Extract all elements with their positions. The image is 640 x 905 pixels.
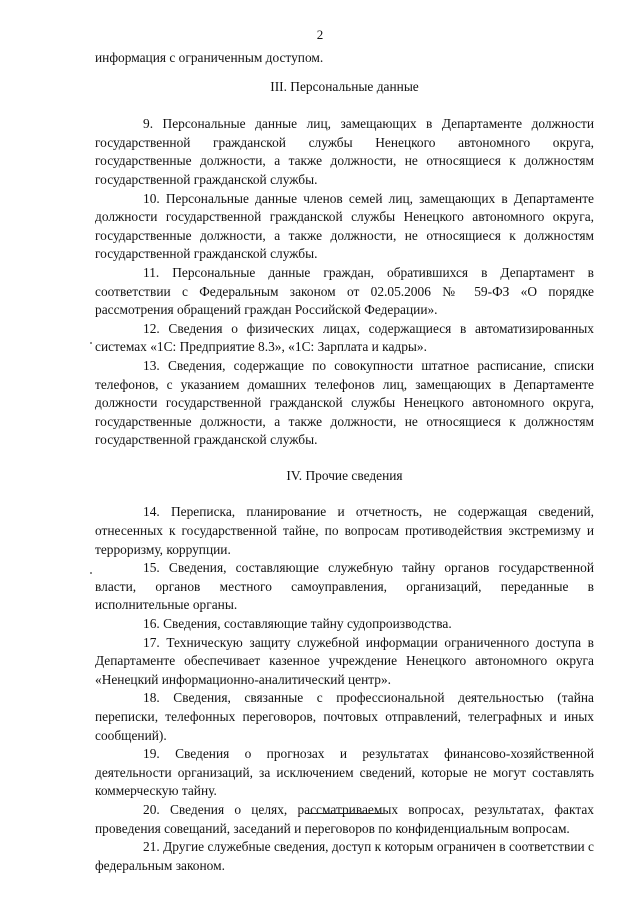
paragraph-item-16: 16. Сведения, составляющие тайну судопроизводства.	[143, 616, 452, 632]
paragraph-item-21: 21. Другие служебные сведения, доступ к которым ограничен в соответствии с федеральным законом.	[95, 839, 594, 873]
paragraph-item-20: 20. Сведения о целях, рассматриваемых вопросах, результатах, фактах проведения совещаний, заседаний и переговоров по конфиденциальным вопросам.	[95, 801, 594, 836]
document-body	[95, 49, 594, 875]
section-heading-other-info: IV. Прочие сведения	[286, 467, 403, 483]
paragraph-item-18: 18. Сведения, связанные с профессиональной деятельностью (тайна переписки, телефонных переговоров, почтовых отправлений, телеграфных и иных сообщений).	[95, 690, 594, 743]
paragraph-item-19: 19. Сведения о прогнозах и результатах финансово-хозяйственной деятельности организаций, за исключением сведений, которые не могут составлять коммерческую тайну.	[95, 746, 594, 799]
page-number: 2	[316, 27, 324, 42]
scan-mark	[90, 342, 92, 344]
scan-mark	[90, 572, 92, 574]
section-heading-personal-data: III. Персональные данные	[270, 78, 419, 94]
paragraph-item-14: 14. Переписка, планирование и отчетность, не содержащая сведений, отнесенных к государственной тайне, по вопросам противодействия экстремизму и терроризму, коррупции.	[95, 504, 594, 557]
paragraph-item-15: 15. Сведения, составляющие служебную тайну органов государственной власти, органов местного самоуправления, организаций, переданные в исполнительные органы.	[95, 560, 594, 613]
end-divider-line	[305, 813, 383, 814]
paragraph-item-12: 12. Сведения о физических лицах, содержащиеся в автоматизированных системах «1С: Предприятие 8.3», «1С: Зарплата и кадры».	[95, 320, 594, 355]
paragraph-item-17: 17. Техническую защиту служебной информации ограниченного доступа в Департаменте обеспечивает казенное учреждение Ненецкого автономного округа «Ненецкий информационно-аналитический центр».	[95, 634, 594, 687]
paragraph-item-13: 13. Сведения, содержащие по совокупности штатное расписание, списки телефонов, с указанием домашних телефонов лиц, замещающих в Департаменте должности государственной гражданской службы Ненецкого автономного округа, государственные должности, а также должности, не относящиеся к должностям государственной гражданской службы.	[95, 357, 594, 448]
continuation-text: информация с ограниченным доступом.	[95, 50, 324, 65]
paragraph-item-9: 9. Персональные данные лиц, замещающих в Департаменте должности государственной гражданской службы Ненецкого автономного округа, государственные должности, а также должности, не относящиеся к должностям государственной гражданской службы.	[95, 116, 594, 187]
paragraph-item-11: 11. Персональные данные граждан, обратившихся в Департамент в соответствии с Федеральным законом от 02.05.2006 № 59-ФЗ «О порядке рассмотрения обращений граждан Российской Федерации».	[95, 264, 594, 318]
paragraph-item-10: 10. Персональные данные членов семей лиц, замещающих в Департаменте должности государственной гражданской службы Ненецкого автономного округа, государственные должности, а также должности, не относящиеся к должностям государственной гражданской службы.	[95, 190, 594, 262]
